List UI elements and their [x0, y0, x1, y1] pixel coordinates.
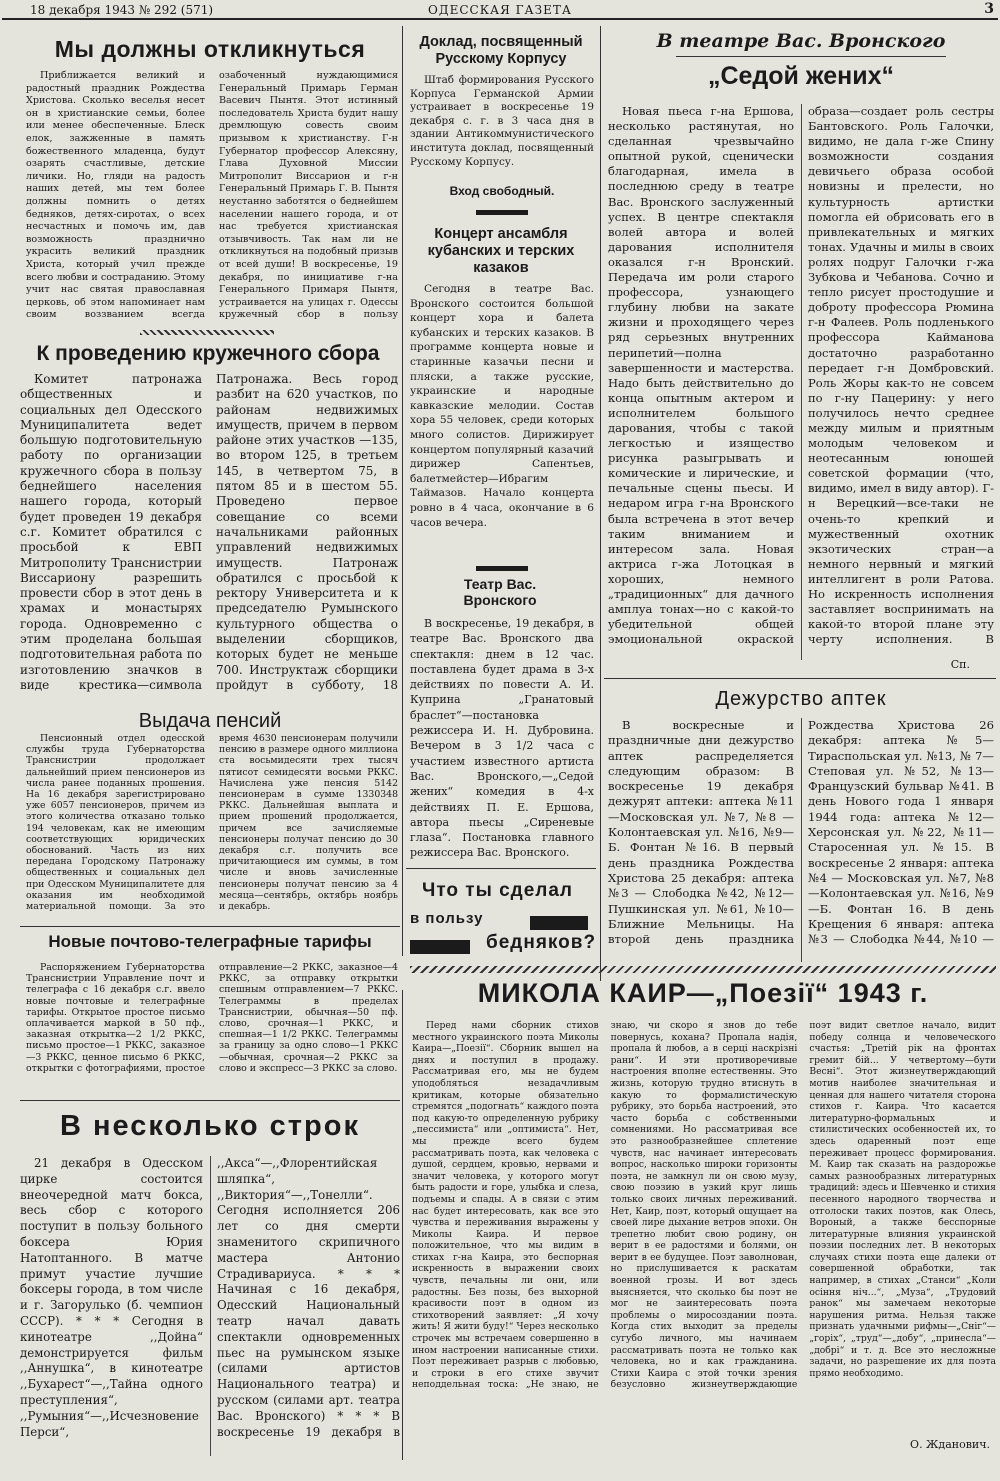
article-body: В воскресные и праздничные дни дежурство аптек распределяется следующим образом: В воскресенье 19 декабря дежурят аптеки: аптека №11—Московская ул. №7, №8 — Колонтаевская ул. №16, №9—Б. Фонтан №16. В первый день праздника Рождества Христова 25 декабря: аптека №3 — Слободка №42, №12—Пушкинская ул. №61, №10—Ближние Мельницы. На второй день праздника Рождества Христова 26 декабря: аптека №5—Тираспольская ул. №13, № 7—Степовая ул. №52, №13—Французский бульвар №41. В день Нового года 1 января 1944 года: аптека №12—Херсонская ул. №22, №11—Старосенная ул. №15. В воскресенье 2 января: аптека №4 — Московская ул. №7, №8—Колонтаевская ул. №16, №9—Б. Фонтан 16. В день Крещения 6 января: аптека №3 — Слободка №44, №10 — — [608, 718, 994, 947]
masthead-rule — [2, 18, 998, 20]
divider-line — [20, 1100, 400, 1101]
article-signature: Сп. — [950, 658, 970, 671]
divider-ornament — [410, 966, 996, 973]
article-title: Выдача пенсий — [138, 710, 282, 732]
article-title: Доклад, посвященный Русскому Корпусу — [419, 34, 583, 67]
article-body: Приближается великий и радостный праздник Рождества Христова. Сколько веселья несет он в христианские семьи, более или менее обеспеченные. Блеск елок, зажженные в память божественного младенца, будут озарять счастливые, детские личики. Но, гляди на радость наших детей, мы тем более должны помнить о детях бедняков, детях-сиротах, о всех несчастных и помочь им, дав возможность празднично украсить великий праздник Христа, который учил прежде всего любви и состраданию. Этому учит нас святая православная церковь, об этом напоминает нам своим воззванием всегда озабоченный нуждающимися Генеральный Примарь Герман Васевич Пынтя. Этот истинный последователь Христа будит нашу дремлющую совесть своим призывом к христианству. Г-н Губернатор профессор Алексяну, Глава Духовной Миссии Митрополит Виссарион и г-н Генеральный Примарь Г. В. Пынтя неустанно заботятся о беднейшем населении нашего города, и от нас требуется христианская отзывчивость. Так нам ли не откликнуться на подобный призыв от всей души! В воскресенье, 19 декабря, по инициативе г-на Генерального Примаря Пынтя, устраивается на улицах г. Одессы кружечный сбор в пользу — [26, 70, 398, 321]
divider-bar — [476, 566, 528, 571]
article-title: Театр Вас. Вронского — [463, 576, 537, 608]
article-body: Комитет патронажа общественных и социальных дел Одесского Муниципалитета ведет большую подготовительную работу по организации кружечного сбора в пользу беднейшего населения нашего города, который будет проведен 19 декабря с.г. Комитет обратился с просьбой к ЕВП Митрополиту Транснистрии Виссариону разрешить провести сбор в этот день в храмах и монастырях города. Одновременно с этим проделана большая подготовительная работа по изготовлению значков в виде крестика—символа Патронажа. Весь город разбит на 620 участков, по районам недвижимых имуществ, причем в первом районе этих участков —135, во втором 125, в третьем 145, в четвертом 75, в пятом 85 и в шестом 55. Проведено первое совещание со всеми начальниками районных управлений недвижимых имуществ. Патронаж обратился с просьбой к ректору Университета и к председателю Румынского культурного общества о выделении сборщиков, которых будет не меньше 700. Инструктаж сборщики пройдут в субботу, 18 — [20, 372, 398, 692]
article-title: „Седой жених“ — [707, 62, 895, 90]
article-title: Дежурство аптек — [715, 688, 887, 710]
article-body: Распоряжением Губернаторства Транснистрии Управление почт и телеграфа с 16 декабря с.г. ввело новые почтовые и телеграфные тарифы. Открытое простое письмо оплачивается маркой в 50 пф., заказная открытка—2 1/2 РККС, письмо простое—1 РККС, заказное—3 РККС, ценное письмо 6 РККС, открытки с фотографиями, простое отправление—2 РККС, заказное—4 РККС, за отправку открытки спешным отправлением—7 РККС. Телеграммы в пределах Транснистрии, обычная—50 пф. слово, срочная—1 РККС, и спешная—1 1/2 РККС. Телеграммы за границу за одно слово—1 РККС—обычная, срочная—2 РККС за слово и экспресс—3 РККС за слово. — [26, 962, 398, 1074]
article-body: Перед нами сборник стихов местного украинского поэта Миколы Каира—„Поезії“. Сборник вышел на днях и поступил в продажу. Рассматривая его, мы не будем уподобляться незадачливым критикам, которые обязательно стремятся „подогнать“ каждого поэта под какую-то определенную рубрику „пессимиста“ или „оптимиста“. Нет, мы прежде всего будем рассматривать поэта, как человека с душой, сердцем, кровью, нервами и значит человека, у которого могут быть радости и горе, улыбка и слеза, подъемы и спады. А в связи с этим нас будет интересовать, как все это чувства и переживания выражены у Миколы Каира. И первое положительное, что мы видим в стихах г-на Каира, это беспорная искренность в выражении своих чувств, печальны ли они, или радостны. Без позы, без выхорной красивости поэт в одном из стихотворений заявляет: „Я хочу жить! Я жити буду!“ Через несколько строчек мы встречаем совершенно в ином настроении написанные стихи. Поэт переживает разрыв с любовью, и строки в его стихе звучит неподдельная тоска: „Не знаю, не знаю, чи скоро я знов до тебе повернусь, кохана? Пропала надія, пропала й любов, а в серці наскрізні рани“. И эти противоречивые настроения вполне естественны. Это жизнь, которую трудно втиснуть в какую то формалистическую рубрику, это борьба настроений, это часто борьба с собственными сомнениями. Но рассматривая все это разнообразнейшее сплетение чувств, нас начинает интересовать вопрос, насколько широки горизонты поэта, не замкнул ли он свою музу, свою поэзию в узкий круг лишь только своих личных переживаний. Нет, Каир, поэт, который ощущает на своей лире дыхание ветров эпохи. Он трепетно любит свою родину, он верит в ее радостями и болями, он верит в ее будущее. Поэт заволнован, но прислушивается к раскатам военной грозы. И вот здесь выясняется, что сколько бы поэт не мог не заинтересовать поэта проблемы о миросоздании поэта. Когда стих выходит за пределы сугубо личного, мы начинаем рассматривать поэта не только как человека, но и как гражданина. Стихи Каира с этой точки зрения безусловно жизнеутверждающие поэт видит светлое начало, видит победу солнца и человеческого счастья: „Третій рік на фронтах гремит бій... У четвертому—бути Весні“. Этот жизнеутверждающий мотив наиболее значительная и ценная для нашего читателя сторона стихов г. Каира. Что касается литературно-формальных и стилистических особенностей их, то здесь одаренный поэт еще переживает процесс формирования. М. Каир так сказать на раздорожье самых разнообразных литературных традиций: здесь и Шевченко и стихия песенного народного творчества и отголоски таких поэтов, как Олесь, Вороный, а также бесспорные литературные влияния украинской поэзии последних лет. В некоторых случаях стихи поэта еще далеки от совершенной обработки, так например, в стихах „Станси“ „Коли осіння ніч...“, „Муза“, „Трудовий ранок“ мы замечаем некоторые нарушения ритма. Нельзя также признать удачными рифмы—„Сніг“—„горіх“, „труд“—„добу“, „принесла“—„добрі“ и т. д. Все это несложные задачи, но разрешение их для поэта прямо необходимо. — [412, 1020, 996, 1391]
issue-date: 18 декабря 1943 № 292 (571) — [30, 3, 214, 17]
divider-ornament — [140, 330, 274, 335]
article-title: Мы должны откликнуться — [54, 36, 366, 62]
divider-line — [676, 56, 946, 57]
article-body: В воскресенье, 19 декабря, в театре Вас. Вронского два спектакля: днем в 12 час. поставлена будет драма в 3-х действиях по повести А. И. Куприна „Гранатовый браслет“—постановка режиссера И. Н. Дубровина. Вечером в 3 1/2 часа с участием известного артиста Вас. Вронского,—„Седой жених“ комедия в 4-х действиях П. Е. Ершова, автора пьесы „Сиреневые глаза“. Постановка главного режиссера Вас. Вронского. — [410, 617, 594, 860]
column-rule — [402, 26, 403, 956]
article-body: Штаб формирования Русского Корпуса Германской Армии устраивает в воскресенье 19 декабря с. г. в 3 часа дня в здании Антикоммунистического института доклад, посвященный Русскому Корпусу. — [410, 74, 594, 168]
newspaper-title: ОДЕССКАЯ ГАЗЕТА — [428, 3, 572, 17]
divider-line — [406, 868, 596, 869]
masthead — [0, 0, 1000, 20]
article-signature: О. Жданович. — [910, 1438, 990, 1451]
article-body: 21 декабря в Одесском цирке состоится внеочередной матч бокса, весь сбор с которого поступит в пользу больного боксера Юрия Натоптанного. В матче примут участие лучшие боксеры города, в том числе и г. Загорулько (б. чемпион СССР). * * * Сегодня в кинотеатре ,,Дойна“ демонстрируется фильм ,,Аннушка“, в кинотеатре ,,Бухарест“—,,Тайна одного преступления“, ,,Румыния“—,,Исчезновение Перси“, ,,Акса“—,,Флорентийская шляпка“, ,,Виктория“—,,Тонелли“. Сегодня исполняется 206 лет со дня смерти знаменитого скрипичного мастера Антонио Страдивариуса. * * * Начиная с 16 декабря, Одесский Национальный театр начал давать спектакли одновременных пьес на румынском языке (силами артистов Национального театра) и русском (силами арт. театра Вас. Вронского) * * * В воскресенье 19 декабря в — [20, 1156, 400, 1439]
article-title: Новые почтово-телеграфные тарифы — [48, 932, 372, 951]
article-body: Сегодня в театре Вас. Вронского состоится большой концерт хора и балета кубанских и терских казаков. В программе концерта новые и старинные казачьи песни и пляски, а также русские, украинские и народные кавказские мелодии. Состав хора 55 человек, среди которых много солистов. Дирижирует концертом популярный казачий дирижер Сапентьев, балетмейстер—Ибрагим Таймазов. Начало концерта ровно в 4 часа, окончание в 6 часов вечера. — [410, 283, 594, 529]
article-title: МИКОЛА КАИР—„Поезії“ 1943 г. — [477, 978, 929, 1008]
article-title: Концерт ансамбля кубанских и терских казаков — [427, 226, 575, 276]
column-rule — [402, 990, 403, 1460]
promo-bar — [530, 916, 588, 930]
article-title: В несколько строк — [60, 1110, 360, 1142]
article-note: Вход свободный. — [449, 184, 555, 198]
article-body: Пенсионный отдел одесской службы труда Губернаторства Транснистрии продолжает дальнейший прием пенсионеров из числа ранее поданных прошения. На 16 декабря зарегистрировано уже 6057 пенсионеров, причем из этого количества отказано только 194 человекам, как не имеющим соответствующих юридических обоснований. Часть из них передана Городскому Патронажу общественных и социальных дел при Одесском Муниципалитете для оказания им необходимой материальной помощи. За это время 4630 пенсионерам получили пенсию в размере одного миллиона ста восьмидесяти трех тысяч пятисот семидесяти восьми РККС. Начислена уже пенсия 5142 пенсионерам в сумме 1330348 РККС. Дальнейшая выплата и прием прошений продолжается, причем все зачисляемые пенсионеры получат пенсию до 30 декабря с.г. получить все причитающиеся им суммы, в том числе и вновь зачисленные пенсионеры получат пенсию за 4 месяца—сентябрь, октябрь ноябрь и декабрь. — [26, 733, 398, 913]
promo-box: Что ты сделал в пользу бедняков? — [410, 880, 597, 953]
column-rule — [600, 26, 601, 981]
promo-bar — [410, 940, 470, 954]
divider-bar — [476, 210, 528, 215]
divider-line — [20, 926, 400, 927]
article-body: Новая пьеса г-на Ершова, несколько растянутая, но сделанная чрезвычайно опытной рукой, сценически благодарная, имела в последнюю среду в театре Вас. Вронского заслуженный успех. В центре спектакля волей автора и волей дарования исполнителя оказался г-н Вронский. Передача им роли старого профессора, узнающего глубину любви на закате жизни и проходящего через ряд серьезных внутренних перипетий—полна завершенности и мастерства. Надо быть действительно до конца опытным актером и исполнителем большого дарования, чтобы с такой легкостью и изящество рисунка разыгрывать и комические и лирические, и печальные сцены пьесы. И недаром игра г-на Вронского была встречена в этот вечер таким вниманием и интересом зала. Новая актриса г-жа Лотоцкая в хороших, немного „традиционных“ для дачного амплуа тонах—но с какой-то убедительной общей эмоциональной окраской образа—создает роль сестры Бантовского. Роль Галочки, видимо, не дала г-же Спину возможности создания девичьего образа особой новизны и прелести, но культурность артистки помогла ей обрисовать его в привлекательных и мягких тонах. Удачны и милы в своих ролях подруг Галочки г-жа Зубкова и Чебанова. Сочно и тепло рисует простодушие и доброту профессора Рюмина г-н Фалеев. Роль подленького профессора Каймановa достаточно разработанно передает г-н Домбровский. Роль Жоры как-то не совсем по г-ну Пацерину: у него получилось нечто среднее между милым и приятным молодым человеком и неотесанным юношей советской формации (что, видимо, имел в виду автор). Г-н Верецкий—все-таки не очень-то крепкий и мужественный охотник экзотических стран—а немного нервный и мягкий интеллигент в роли Ратова. Но искренность исполнения заставляет воспринимать на какой-то второй плане эту черту исполнения. В — [608, 104, 994, 647]
article-kicker: В театре Вас. Вронского — [656, 30, 946, 52]
page-number: 3 — [984, 1, 994, 17]
article-title: К проведению кружечного сбора — [36, 342, 380, 365]
divider-line — [604, 678, 996, 679]
